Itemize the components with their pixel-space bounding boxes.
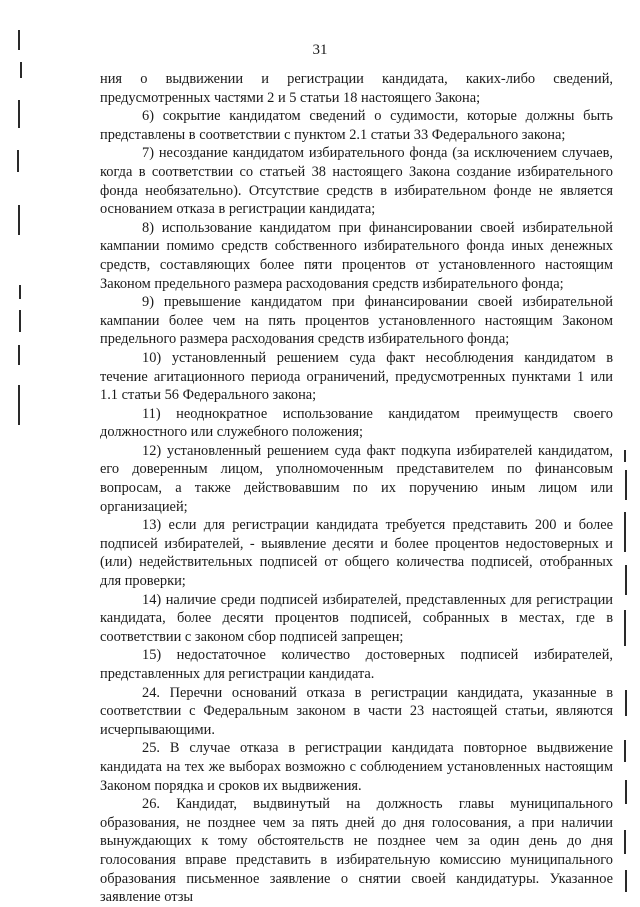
scan-mark-right: [624, 830, 626, 854]
paragraph-item-9: 9) превышение кандидатом при финансировании своей избирательной кампании более чем на пять процентов установленного настоящим Законом предельного размера расходования средств избирательного фонда;: [100, 294, 613, 348]
paragraph-item-8: 8) использование кандидатом при финансировании своей избирательной кампании помимо средств собственного избирательного фонда иных денежных средств, составляющих более пяти процентов от установленного настоящим Законом предельного размера расходования средств избирательного фонда;: [100, 219, 613, 292]
scan-mark-left: [18, 205, 20, 235]
scan-mark-right: [624, 610, 626, 646]
scan-mark-left: [18, 385, 20, 425]
scan-mark-right: [625, 870, 627, 892]
scan-mark-right: [625, 780, 627, 804]
scan-mark-right: [624, 512, 626, 552]
paragraph-item-11: 11) неоднократное использование кандидатом преимуществ своего должностного или служебного положения;: [100, 405, 613, 441]
scan-mark-right: [625, 470, 627, 500]
scan-mark-left: [19, 310, 21, 332]
scan-mark-left: [18, 30, 20, 50]
scan-mark-left: [18, 100, 20, 128]
scan-mark-right: [625, 690, 627, 716]
scan-mark-right: [625, 565, 627, 595]
paragraph-item-13: 13) если для регистрации кандидата требуется представить 200 и более подписей избирателей, - выявление десяти и более процентов недостоверных и (или) недействительных подписей от общего количества подписей, отобранных для проверки;: [100, 517, 613, 590]
document-body: [100, 70, 613, 907]
scan-mark-right: [624, 740, 626, 762]
page-number: 31: [312, 42, 328, 58]
paragraph-item-15: 15) недостаточное количество достоверных подписей избирателей, представленных для регистрации кандидата.: [100, 647, 613, 682]
scan-mark-right: [624, 450, 626, 462]
paragraph-item-14: 14) наличие среди подписей избирателей, представленных для регистрации кандидата, более десяти процентов подписей, собранных в местах, где в соответствии с законом сбор подписей запрещен;: [100, 591, 613, 645]
paragraph-part-24: 24. Перечни оснований отказа в регистрации кандидата, указанные в соответствии с Федеральным законом в части 23 настоящей статьи, являются исчерпывающими.: [100, 684, 613, 738]
paragraph-item-10: 10) установленный решением суда факт несоблюдения кандидатом в течение агитационного периода ограничений, предусмотренных пунктами 1 или 1.1 статьи 56 Федерального закона;: [100, 349, 613, 404]
scan-mark-left: [19, 285, 21, 299]
paragraph-item-7: 7) несоздание кандидатом избирательного фонда (за исключением случаев, когда в соответствии со статьей 38 настоящего Закона создание избирательного фонда необязательно). Отсутствие средств в избирательном фонде не является основанием отказа в регистрации кандидата;: [100, 145, 613, 218]
scan-mark-left: [18, 345, 20, 365]
scan-mark-left: [17, 150, 19, 172]
paragraph-item-6: 6) сокрытие кандидатом сведений о судимости, которые должны быть представлены в соответствии с пунктом 2.1 статьи 33 Федерального закона;: [100, 108, 613, 143]
paragraph-part-26: 26. Кандидат, выдвинутый на должность главы муниципального образования, не позднее чем за пять дней до дня голосования, а при наличии вынуждающих к тому обстоятельств не позднее чем за один день до дня голосования вправе представить в избирательную комиссию муниципального образования письменное заявление о снятии своей кандидатуры. Указанное заявление отзы: [100, 796, 613, 906]
paragraph-part-25: 25. В случае отказа в регистрации кандидата повторное выдвижение кандидата на тех же выборах возможно с соблюдением установленных настоящим Законом порядка и сроков их выдвижения.: [100, 740, 613, 794]
paragraph-continuation: ния о выдвижении и регистрации кандидата, каких-либо сведений, предусмотренных частями 2 и 5 статьи 18 настоящего Закона;: [100, 71, 613, 106]
scan-mark-left: [20, 62, 22, 78]
paragraph-item-12: 12) установленный решением суда факт подкупа избирателей кандидатом, его доверенным лицом, уполномоченным представителем по финансовым вопросам, а также действовавшим по их поручению иным лицом или организацией;: [100, 442, 613, 515]
